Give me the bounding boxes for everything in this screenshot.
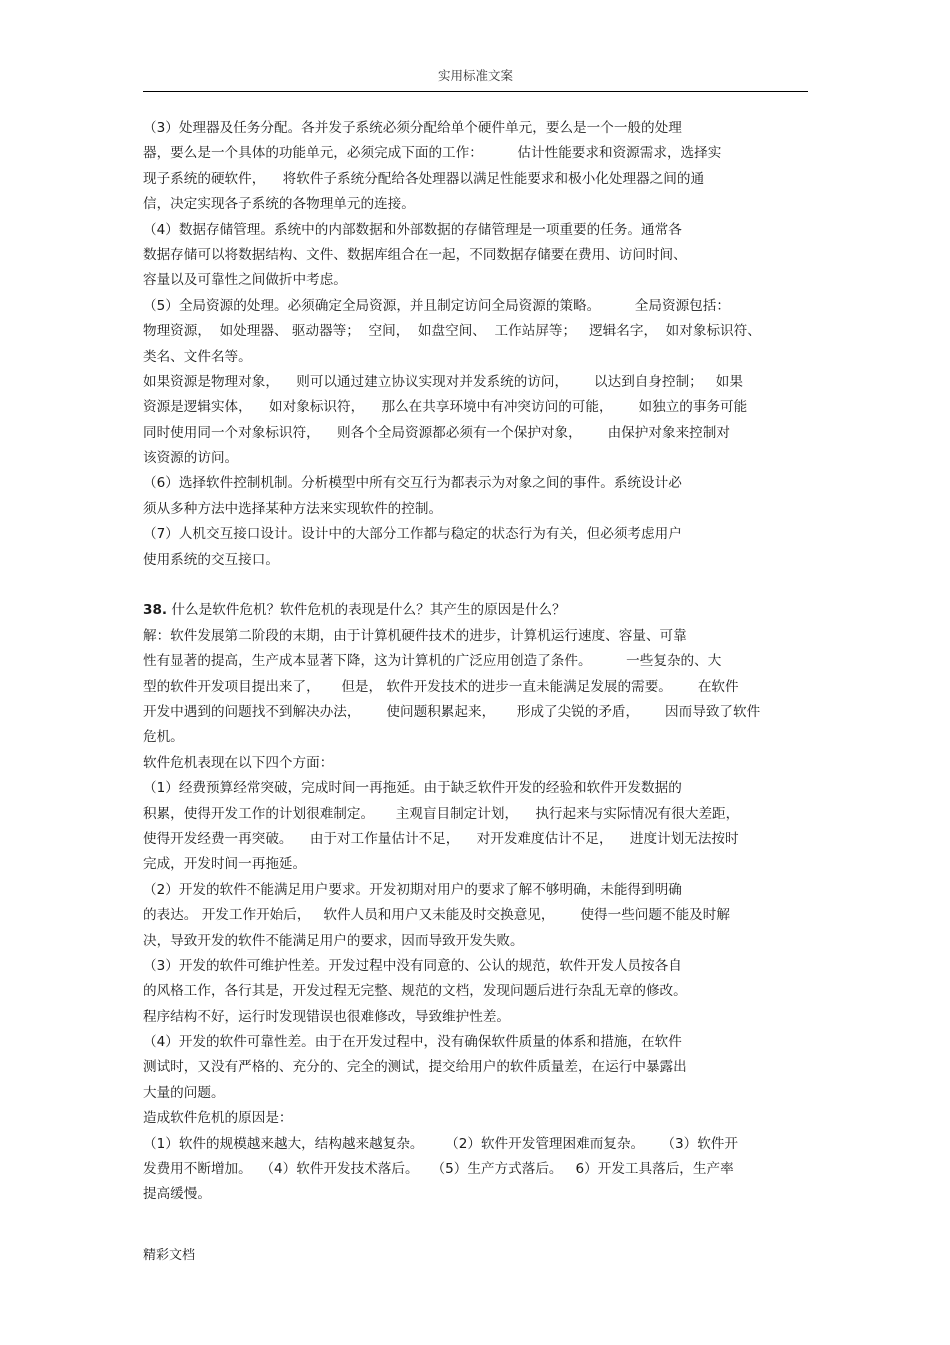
text-line: 的表达。 开发工作开始后， 软件人员和用户又未能及时交换意见， 使得一些问题不能及时解	[143, 907, 730, 924]
text-line: 如果资源是物理对象， 则可以通过建立协议实现对并发系统的访问， 以达到自身控制； 如果	[143, 373, 743, 390]
text-line: 同时使用同一个对象标识符， 则各个全局资源都必须有一个保护对象， 由保护对象来控制对	[143, 424, 730, 441]
text-line: 软件危机表现在以下四个方面：	[143, 754, 334, 771]
text-line: 提高缓慢。	[143, 1186, 211, 1203]
text-line: 该资源的访问。	[143, 450, 239, 467]
text-line: 解：软件发展第二阶段的末期，由于计算机硬件技术的进步，计算机运行速度、容量、可靠	[143, 627, 687, 644]
text-line: 完成，开发时间一再拖延。	[143, 856, 307, 873]
text-line: 的风格工作，各行其是，开发过程无完整、规范的文档，发现问题后进行杂乱无章的修改。	[143, 983, 687, 1000]
text-line: （2）开发的软件不能满足用户要求。开发初期对用户的要求了解不够明确，未能得到明确	[143, 881, 682, 898]
page-footer: 精彩文档	[143, 1248, 196, 1263]
text-line: （6）选择软件控制机制。分析模型中所有交互行为都表示为对象之间的事件。系统设计必	[143, 475, 682, 492]
text-line: 现子系统的硬软件， 将软件子系统分配给各处理器以满足性能要求和极小化处理器之间的通	[143, 170, 705, 187]
answer-section	[143, 624, 813, 1208]
document-body	[143, 116, 813, 1208]
text-line: （3）开发的软件可维护性差。开发过程中没有同意的、公认的规范，软件开发人员按各自	[143, 957, 682, 974]
design-tasks-section	[143, 116, 813, 573]
text-line: 型的软件开发项目提出来了， 但是， 软件开发技术的进步一直未能满足发展的需要。 在软件	[143, 678, 739, 695]
text-line: 测试时，又没有严格的、充分的、完全的测试，提交给用户的软件质量差，在运行中暴露出	[143, 1059, 687, 1076]
text-line: 容量以及可靠性之间做折中考虑。	[143, 272, 347, 289]
text-line: （1）经费预算经常突破，完成时间一再拖延。由于缺乏软件开发的经验和软件开发数据的	[143, 780, 682, 797]
text-line: 类名、文件名等。	[143, 348, 252, 365]
text-line: 性有显著的提高，生产成本显著下降，这为计算机的广泛应用创造了条件。 一些复杂的、大	[143, 653, 722, 670]
text-line: 资源是逻辑实体， 如对象标识符， 那么在共享环境中有冲突访问的可能， 如独立的事务可能	[143, 399, 748, 416]
text-line: 积累，使得开发工作的计划很难制定。 主观盲目制定计划， 执行起来与实际情况有很大差距，	[143, 805, 740, 822]
text-line: （5）全局资源的处理。必须确定全局资源，并且制定访问全局资源的策略。 全局资源包括：	[143, 297, 730, 314]
text-line: 数据存储可以将数据结构、文件、数据库组合在一起，不同数据存储要在费用、访问时间、	[143, 246, 687, 263]
text-line: 使用系统的交互接口。	[143, 551, 279, 568]
text-line: 程序结构不好，运行时发现错误也很难修改，导致维护性差。	[143, 1008, 511, 1025]
text-line: 发费用不断增加。 （4）软件开发技术落后。 （5）生产方式落后。 6）开发工具落后，生产率	[143, 1161, 734, 1178]
text-line: （4）数据存储管理。系统中的内部数据和外部数据的存储管理是一项重要的任务。通常各	[143, 221, 682, 238]
question-heading	[143, 598, 813, 623]
text-line: 危机。	[143, 729, 184, 746]
question-number: 38.	[143, 602, 168, 619]
text-line: 物理资源， 如处理器、 驱动器等； 空间， 如盘空间、 工作站屏等； 逻辑名字， 如对象标识符、	[143, 323, 761, 340]
question-text: 什么是软件危机？软件危机的表现是什么？其产生的原因是什么？	[167, 602, 566, 619]
page-header: 实用标准文案	[437, 68, 513, 83]
section-spacer	[143, 573, 813, 598]
text-line: （4）开发的软件可靠性差。由于在开发过程中，没有确保软件质量的体系和措施，在软件	[143, 1034, 682, 1051]
text-line: 使得开发经费一再突破。 由于对工作量估计不足， 对开发难度估计不足， 进度计划无法按时	[143, 830, 739, 847]
text-line: 信，决定实现各子系统的各物理单元的连接。	[143, 196, 415, 213]
text-line: 大量的问题。	[143, 1084, 225, 1101]
text-line: 开发中遇到的问题找不到解决办法， 使问题积累起来， 形成了尖锐的矛盾， 因而导致了软件	[143, 703, 761, 720]
text-line: 器，要么是一个具体的功能单元，必须完成下面的工作： 估计性能要求和资源需求，选择实	[143, 145, 722, 162]
text-line: （3）处理器及任务分配。各并发子系统必须分配给单个硬件单元，要么是一个一般的处理	[143, 120, 682, 136]
text-line: （1）软件的规模越来越大，结构越来越复杂。 （2）软件开发管理困难而复杂。 （3）软件开	[143, 1135, 738, 1152]
header-divider	[143, 91, 808, 92]
text-line: 须从多种方法中选择某种方法来实现软件的控制。	[143, 500, 443, 517]
text-line: 造成软件危机的原因是：	[143, 1110, 293, 1127]
text-line: （7）人机交互接口设计。设计中的大部分工作都与稳定的状态行为有关，但必须考虑用户	[143, 526, 682, 543]
text-line: 决，导致开发的软件不能满足用户的要求，因而导致开发失败。	[143, 932, 524, 949]
